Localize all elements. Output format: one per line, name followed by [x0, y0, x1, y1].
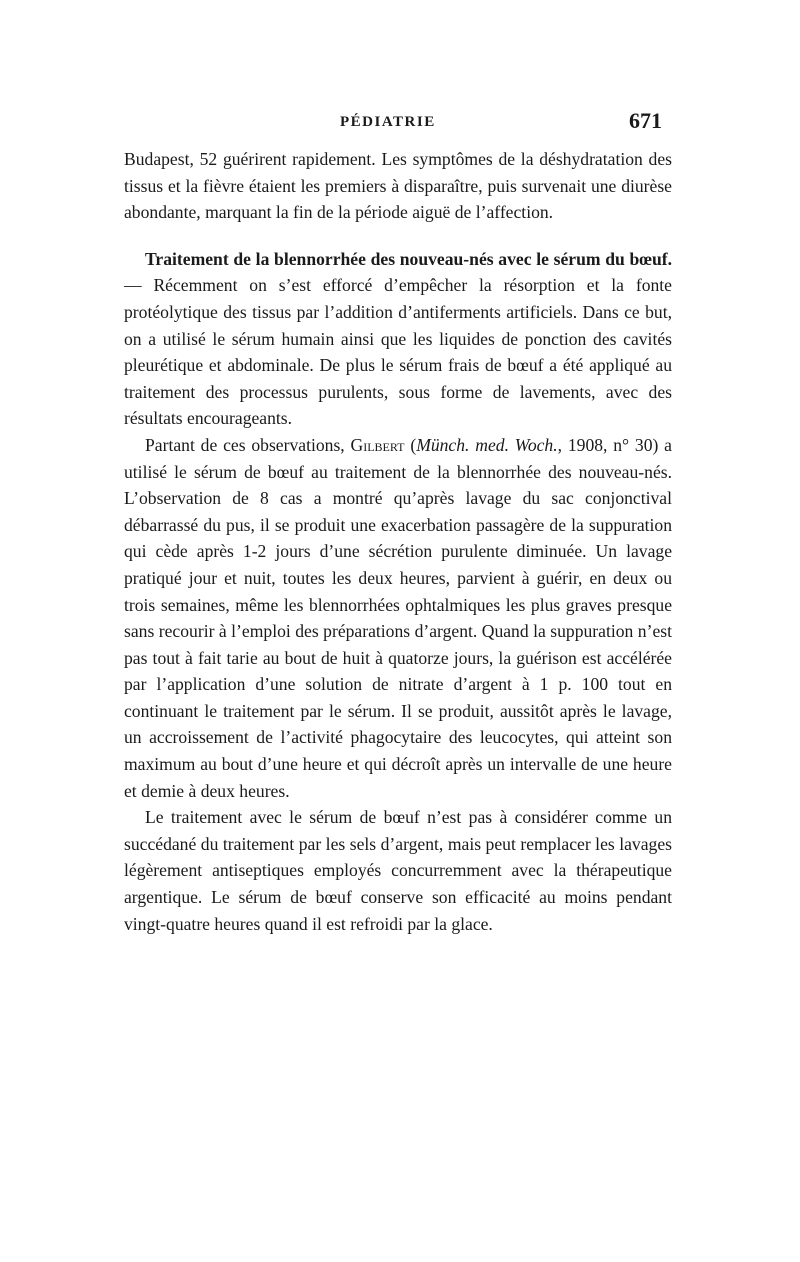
- paragraph-gilbert-text: , 1908, n° 30) a utilisé le sérum de bœuf au traitement de la blennorrhée des nouveau-nés. L’observation de 8 cas a montré qu’après lavage du sac conjonctival débarrassé du pus, il se produit une exacerbation passagère de la suppuration qui cède après 1-2 jours d’une sécrétion purulente diminuée. Un lavage pratiqué jour et nuit, toutes les deux heures, parvient à guérir, en deux ou trois semaines, même les blennorrhées ophtalmiques les plus graves presque sans recourir à l’emploi des préparations d’argent. Quand la suppuration n’est pas tout à fait tarie au bout de huit à quatorze jours, la guérison est accélérée par l’application d’une solution de nitrate d’argent à 1 p. 100 tout en continuant le traitement par le sérum. Il se produit, aussitôt après le lavage, un accroissement de l’activité phagocytaire des leucocytes, qui atteint son maximum au bout d’une heure et qui décroît après un intervalle de une heure et demie à deux heures.: [124, 434, 672, 801]
- citation-open: (: [404, 434, 417, 455]
- paragraph-budapest-text: Budapest, 52 guérirent rapidement. Les symptômes de la déshydratation des tissus et la fièvre étaient les premiers à disparaître, puis survenait une diurèse abondante, marquant la fin de la période aiguë de l’affection.: [124, 149, 672, 223]
- journal-citation: Münch. med. Woch.: [416, 434, 558, 455]
- body-text: [124, 146, 672, 937]
- section-intro-text: Récemment on s’est efforcé d’empêcher la résorption et la fonte protéolytique des tissus par l’addition d’antiferments artificiels. Dans ce but, on a utilisé le sérum humain ainsi que les liquides de ponction des cavités pleurétique et abdominale. De plus le sérum frais de bœuf a été appliqué au traitement des processus purulents, sous forme de lavements, avec des résultats encourageants.: [124, 275, 672, 429]
- paragraph-conclusion: [124, 804, 672, 937]
- section-heading: Traitement de la blennorrhée des nouveau-nés avec le sérum du bœuf.: [145, 248, 672, 269]
- running-head: [0, 108, 800, 138]
- author-name: Gilbert: [350, 434, 405, 455]
- section-spacer: [124, 226, 672, 246]
- page-number: 671: [629, 108, 662, 133]
- paragraph-budapest: [124, 146, 672, 226]
- paragraph-conclusion-text: Le traitement avec le sérum de bœuf n’est pas à considérer comme un succédané du traitement par les sels d’argent, mais peut remplacer les lavages légèrement antiseptiques employés concurremment avec la thérapeutique argentique. Le sérum de bœuf conserve son efficacité au moins pendant vingt-quatre heures quand il est refroidi par la glace.: [124, 807, 672, 934]
- paragraph-gilbert-lead: Partant de ces observations,: [145, 434, 351, 455]
- heading-dash: —: [124, 275, 154, 296]
- paragraph-gilbert: [124, 432, 672, 804]
- section-paragraph: [124, 246, 672, 432]
- running-title: PÉDIATRIE: [340, 114, 436, 130]
